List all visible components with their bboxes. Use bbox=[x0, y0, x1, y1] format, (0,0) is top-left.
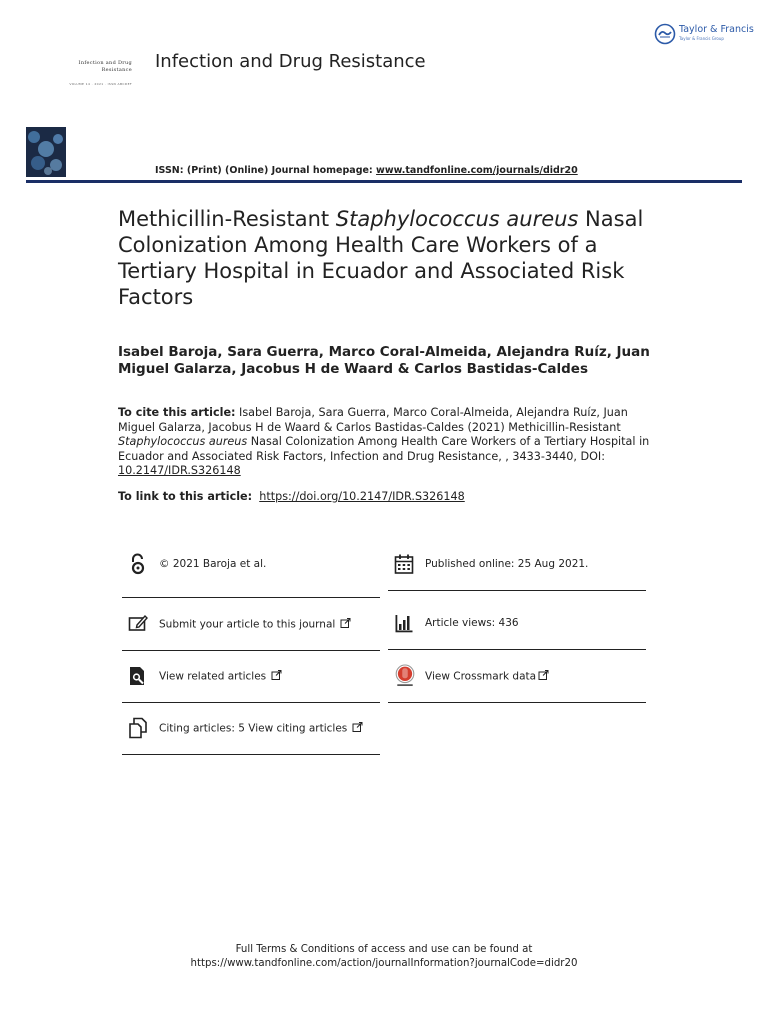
link-label: To link to this article: bbox=[118, 490, 253, 503]
citation-block bbox=[118, 406, 658, 479]
edit-icon bbox=[128, 613, 148, 635]
journal-logo-line3: VOLUME 14 · 2021 · ISSN ABCDEF bbox=[69, 82, 132, 86]
cite-text-1: Isabel Baroja, Sara Guerra, Marco Coral-Almeida, Alejandra Ruíz, Juan Miguel Galarza, Jacobus H de Waard & Carlos Bastidas-Caldes (2021) Methicillin-Resistant bbox=[118, 406, 628, 434]
published-date: Published online: 25 Aug 2021. bbox=[425, 558, 589, 570]
external-link-icon bbox=[352, 722, 363, 733]
article-title-part1: Methicillin-Resistant bbox=[118, 207, 336, 231]
journal-logo bbox=[52, 60, 132, 92]
article-title-italic: Staphylococcus aureus bbox=[335, 207, 579, 231]
article-doi-link[interactable]: https://doi.org/10.2147/IDR.S326148 bbox=[259, 490, 465, 503]
terms-line: Full Terms & Conditions of access and use can be found at bbox=[235, 944, 533, 955]
open-access-cell bbox=[122, 538, 380, 590]
related-articles-link[interactable] bbox=[122, 650, 380, 703]
crossmark-text: View Crossmark data bbox=[425, 670, 537, 683]
crossmark-label bbox=[425, 670, 549, 683]
calendar-icon bbox=[394, 553, 414, 575]
journal-cover-thumbnail bbox=[26, 127, 66, 177]
related-articles-label bbox=[159, 670, 282, 683]
journal-logo-line2: Resistance bbox=[101, 67, 132, 73]
external-link-icon bbox=[340, 618, 351, 629]
submit-article-link[interactable] bbox=[122, 597, 380, 651]
article-views: Article views: 436 bbox=[425, 617, 519, 629]
journal-logo-line1: Infection and Drug bbox=[78, 60, 132, 66]
header-rule bbox=[26, 180, 742, 183]
related-articles-text: View related articles bbox=[159, 670, 267, 683]
publisher-logo[interactable] bbox=[654, 22, 754, 46]
terms-footer bbox=[0, 943, 768, 971]
issn-text: ISSN: (Print) (Online) Journal homepage: bbox=[155, 165, 377, 176]
citing-articles-link[interactable] bbox=[122, 702, 380, 755]
article-views-cell bbox=[388, 597, 646, 650]
issn-line bbox=[155, 165, 578, 176]
bar-chart-icon bbox=[394, 612, 414, 634]
citing-articles-icon bbox=[128, 717, 148, 739]
citing-articles-text: Citing articles: 5 View citing articles bbox=[159, 722, 348, 735]
publisher-name: Taylor & Francis bbox=[679, 24, 754, 35]
crossmark-icon bbox=[394, 663, 416, 689]
external-link-icon bbox=[271, 670, 282, 681]
cite-label: To cite this article: bbox=[118, 406, 236, 419]
search-document-icon bbox=[128, 665, 148, 687]
article-title-part2: Nasal Colonization Among Health Care Workers of a Tertiary Hospital in Ecuador and Associated Risk Factors bbox=[118, 207, 644, 309]
cite-text-2: Nasal Colonization Among Health Care Workers of a Tertiary Hospital in Ecuador and Associated Risk Factors, Infection and Drug Resistance, , 3433-3440, DOI: bbox=[118, 435, 650, 463]
published-cell bbox=[388, 538, 646, 591]
cover-image bbox=[26, 127, 66, 177]
publisher-group: Taylor & Francis Group bbox=[679, 36, 724, 41]
publisher-logo-icon bbox=[654, 23, 676, 45]
journal-homepage-link[interactable]: www.tandfonline.com/journals/didr20 bbox=[376, 165, 578, 176]
cite-italic: Staphylococcus aureus bbox=[118, 435, 248, 448]
external-link-icon bbox=[538, 670, 549, 681]
submit-article-label bbox=[159, 618, 351, 631]
open-access-icon bbox=[128, 553, 148, 575]
article-title bbox=[118, 206, 678, 310]
article-authors: Isabel Baroja, Sara Guerra, Marco Coral-Almeida, Alejandra Ruíz, Juan Miguel Galarza, Jacobus H de Waard & Carlos Bastidas-Caldes bbox=[118, 344, 650, 377]
copyright-text: © 2021 Baroja et al. bbox=[159, 558, 267, 570]
cite-doi-link[interactable]: 10.2147/IDR.S326148 bbox=[118, 464, 241, 477]
terms-url[interactable]: https://www.tandfonline.com/action/journalInformation?journalCode=didr20 bbox=[190, 958, 578, 969]
submit-article-text: Submit your article to this journal bbox=[159, 618, 336, 631]
article-link-line bbox=[118, 490, 465, 503]
journal-title: Infection and Drug Resistance bbox=[155, 51, 426, 72]
crossmark-link[interactable] bbox=[388, 650, 646, 703]
citing-articles-label bbox=[159, 722, 363, 735]
